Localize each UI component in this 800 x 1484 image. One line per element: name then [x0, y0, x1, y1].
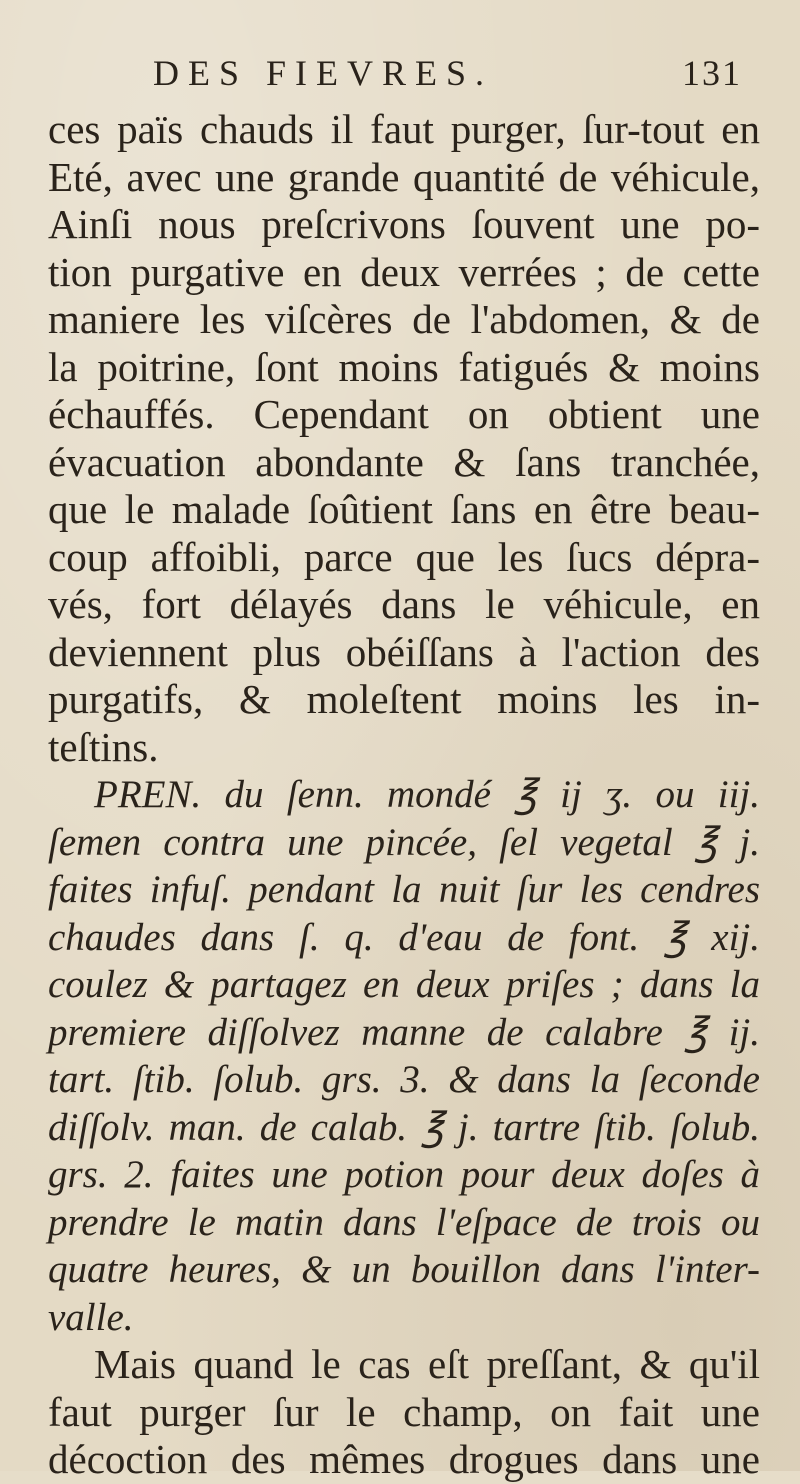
text-line: diſſolv. man. de calab. ℥ j. tartre ſtib. ſolub.	[48, 1105, 760, 1149]
text-line: grs. 2. faites une potion pour deux doſes à	[48, 1153, 760, 1196]
text-line: Ainſi nous preſcrivons ſouvent une po-	[48, 201, 760, 247]
text-line: que le malade ſoûtient ſans en être beau-	[48, 486, 760, 532]
text-line: premiere diſſolvez manne de calabre ℥ ij.	[48, 1010, 760, 1054]
text-line: chaudes dans ſ. q. d'eau de font. ℥ xij.	[48, 915, 760, 959]
text-line: prendre le matin dans l'eſpace de trois ou	[48, 1200, 760, 1244]
text-line: deviennent plus obéiſſans à l'action des	[48, 628, 760, 675]
text-line: tart. ſtib. ſolub. grs. 3. & dans la ſeconde	[48, 1058, 760, 1101]
page-number: 131	[682, 53, 742, 93]
text-line: tion purgative en deux verrées ; de cette	[48, 248, 760, 295]
text-line: faites infuſ. pendant la nuit ſur les cendres	[48, 868, 760, 911]
running-head-title: DES FIEVRES.	[153, 53, 494, 93]
paragraph-commentary	[48, 106, 760, 771]
text-line: teſtins.	[48, 723, 159, 770]
text-line: maniere les viſcères de l'abdomen, & de	[48, 296, 760, 342]
text-line: échauffés. Cependant on obtient une	[48, 391, 760, 437]
text-line: ſemen contra une pincée, ſel vegetal ℥ j.	[48, 820, 760, 864]
text-line: Eté, avec une grande quantité de véhicule,	[48, 153, 760, 200]
running-head	[48, 52, 760, 106]
text-line: la poitrine, ſont moins fatigués & moins	[48, 343, 760, 390]
text-line: vés, fort délayés dans le véhicule, en	[48, 581, 760, 627]
paragraph-prescription	[48, 771, 760, 1341]
text-line: évacuation abondante & ſans tranchée,	[48, 438, 760, 485]
text-line: coup affoibli, parce que les ſucs dépra-	[48, 533, 760, 580]
paragraph-continuation	[48, 1341, 760, 1484]
text-line: Mais quand le cas eſt preſſant, & qu'il	[94, 1341, 760, 1387]
text-line: purgatifs, & moleſtent moins les in-	[48, 676, 760, 722]
text-line: coulez & partagez en deux priſes ; dans la	[48, 963, 760, 1006]
text-line: ces païs chauds il faut purger, ſur-tout en	[48, 106, 760, 152]
text-line: faut purger ſur le champ, on fait une	[48, 1388, 760, 1435]
text-line: PREN. du ſenn. mondé ℥ ij ʒ. ou iij.	[94, 773, 760, 816]
text-line: décoction des mêmes drogues dans une	[48, 1436, 760, 1482]
body-text	[48, 106, 760, 1484]
text-line: quatre heures, & un bouillon dans l'inter-	[48, 1248, 760, 1291]
text-line: valle.	[48, 1295, 134, 1339]
